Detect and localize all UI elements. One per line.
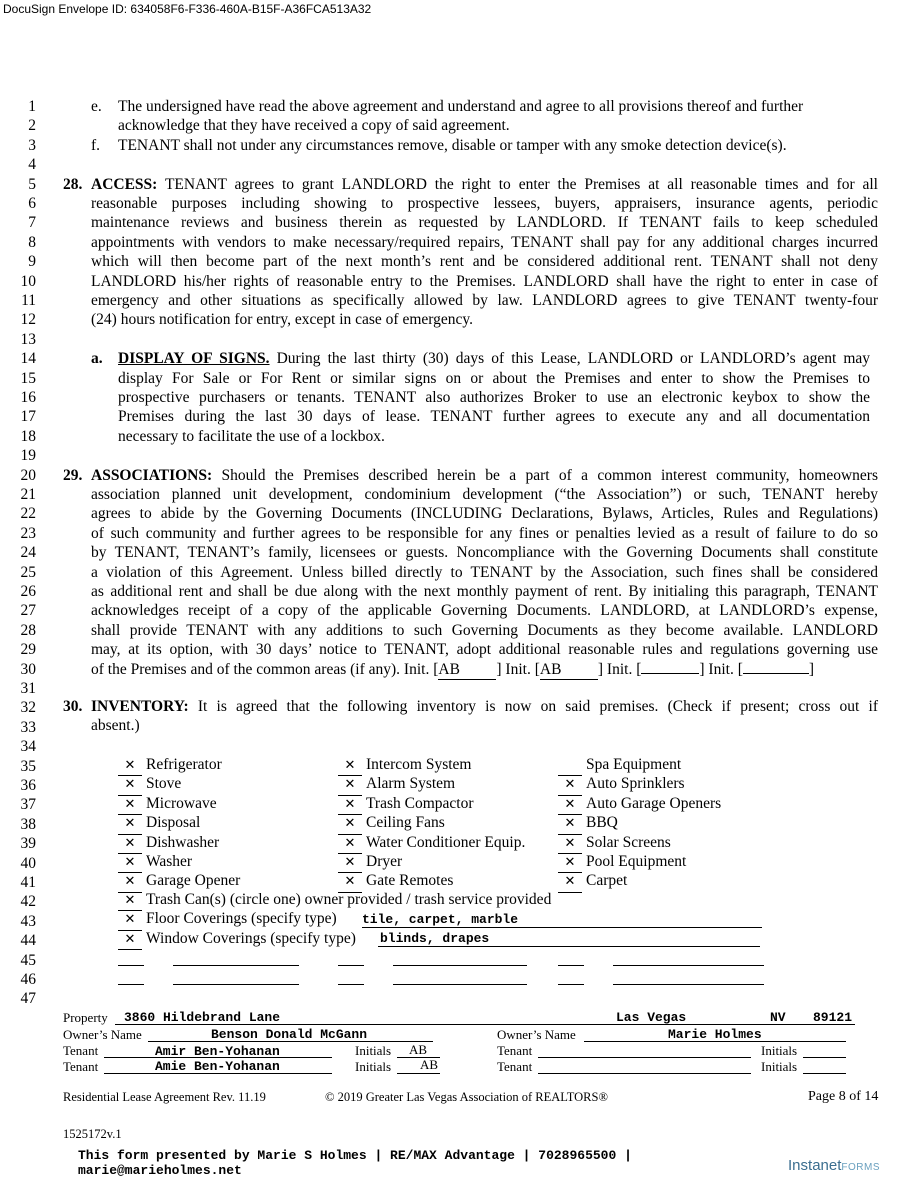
sec28-heading: ACCESS: — [91, 175, 158, 193]
sec28a-line: Premises during the last 30 days of lease. TENANT further agrees to execute any and all documentation — [118, 408, 870, 426]
inventory-label: Disposal — [146, 814, 201, 832]
tenant-label-1: Tenant — [63, 1043, 99, 1058]
item-f-letter: f. — [91, 136, 101, 154]
blank-item[interactable] — [393, 984, 527, 985]
line-number: 4 — [28, 156, 36, 174]
line-number: 17 — [20, 408, 36, 426]
sec29-line: Should the Premises described herein be a part of a common interest community, homeowners — [221, 466, 879, 484]
initials-label-3: Initials — [761, 1043, 798, 1058]
line-number: 3 — [28, 136, 36, 154]
inventory-label: Intercom System — [366, 756, 472, 773]
checkbox[interactable]: ✕ — [558, 775, 582, 795]
blank-check[interactable] — [558, 984, 584, 985]
inventory-item — [118, 852, 192, 873]
blank-item[interactable] — [613, 984, 764, 985]
window-value[interactable]: blinds, drapes — [380, 931, 490, 946]
line-number: 7 — [28, 214, 36, 232]
line-number: 47 — [20, 990, 36, 1008]
inventory-item — [558, 755, 681, 776]
sec29-line: may, at its option, with 30 days’ notice to TENANT, adopt additional reasonable rules and regulations governing use — [91, 641, 878, 659]
inventory-item — [118, 794, 217, 815]
inventory-item — [558, 833, 671, 854]
sec28-line: reasonable purposes including showing to prospective lessees, buyers, appraisers, insurance agents, periodic — [91, 195, 878, 212]
sec28a-line: necessary to facilitate the use of a lockbox. — [118, 427, 385, 445]
presented-by-line1: This form presented by Marie S Holmes | RE/MAX Advantage | 7028965500 | — [78, 1148, 632, 1163]
sec29-line: by TENANT, TENANT’s family, licensees or guests. Noncompliance with the Governing Documents shall constitute — [91, 544, 878, 562]
sec30-number: 30. — [63, 698, 83, 715]
inventory-item — [558, 871, 627, 892]
line-number: 35 — [20, 757, 36, 775]
initials-label-4: Initials — [761, 1059, 798, 1074]
line-number: 37 — [20, 796, 36, 814]
blank-item[interactable] — [613, 965, 764, 966]
line-number: 32 — [20, 699, 36, 717]
sec29-paragraph — [91, 466, 878, 680]
inventory-label: Auto Garage Openers — [586, 794, 722, 812]
initials-label-1: Initials — [355, 1043, 392, 1058]
line-number: 5 — [28, 175, 36, 193]
line-number: 10 — [20, 272, 36, 290]
sec29-heading: ASSOCIATIONS: — [91, 466, 213, 484]
sec28-line: LANDLORD his/her rights of reasonable entry to the Premises. LANDLORD shall have the right to enter in case of — [91, 272, 878, 290]
line-number: 30 — [20, 660, 36, 678]
line-number: 38 — [20, 815, 36, 833]
checkbox[interactable]: ✕ — [338, 834, 362, 854]
line-number: 25 — [20, 563, 36, 581]
page-number: Page 8 of 14 — [808, 1089, 879, 1104]
inventory-label: Solar Screens — [586, 833, 671, 851]
checkbox[interactable]: ✕ — [118, 930, 142, 950]
inventory-label: Dryer — [366, 853, 403, 870]
inventory-item — [118, 755, 222, 776]
line-number: 27 — [20, 602, 36, 620]
line-number: 45 — [20, 951, 36, 969]
inv-window: ✕ Window Coverings (specify type) — [118, 929, 356, 950]
sec28-paragraph — [91, 175, 878, 330]
line-number: 8 — [28, 233, 36, 251]
inv-floor: ✕ Floor Coverings (specify type) — [118, 909, 337, 930]
inventory-label: Refrigerator — [146, 756, 222, 773]
inventory-label: Carpet — [586, 872, 628, 890]
checkbox[interactable]: ✕ — [338, 872, 362, 892]
checkbox[interactable]: ✕ — [338, 775, 362, 795]
sec30-paragraph: INVENTORY: It is agreed that the following inventory is now on said premises. (Check if present; cross out if absent.) — [91, 698, 879, 735]
inventory-label: BBQ — [586, 814, 618, 832]
inventory-item — [558, 852, 686, 873]
floor-underline — [362, 927, 762, 928]
line-number: 1 — [28, 98, 36, 115]
line-number: 12 — [20, 311, 36, 329]
property-address[interactable]: 3860 Hildebrand Lane — [124, 1010, 281, 1025]
inventory-item — [558, 794, 721, 815]
line-number: 22 — [20, 505, 36, 523]
checkbox[interactable]: ✕ — [558, 834, 582, 854]
blank-item[interactable] — [173, 984, 299, 985]
line-number: 11 — [21, 292, 36, 309]
owner-label-1: Owner’s Name — [63, 1027, 142, 1042]
blank-item[interactable] — [173, 965, 299, 966]
sec28a-letter: a. — [91, 350, 103, 368]
line-number: 41 — [20, 874, 36, 891]
line-number: 46 — [20, 971, 36, 988]
line-number: 19 — [20, 447, 36, 465]
property-label: Property — [63, 1010, 108, 1025]
sec29-number: 29. — [63, 466, 83, 484]
line-number: 13 — [20, 330, 36, 348]
inventory-label: Spa Equipment — [586, 756, 682, 773]
inventory-label: Stove — [146, 775, 182, 793]
checkbox[interactable]: ✕ — [118, 891, 142, 911]
property-city[interactable]: Las Vegas — [616, 1010, 687, 1025]
line-number: 2 — [28, 117, 36, 135]
checkbox[interactable]: ✕ — [558, 795, 582, 815]
checkbox[interactable]: ✕ — [338, 853, 362, 873]
tenant3-underline — [538, 1057, 751, 1058]
sec28-line: (24) hours notification for entry, except in case of emergency. — [91, 311, 474, 329]
inventory-label: Ceiling Fans — [366, 814, 445, 832]
inventory-item — [118, 813, 200, 834]
inventory-item — [338, 774, 455, 795]
line-number: 33 — [20, 718, 36, 736]
init-field-4[interactable] — [743, 673, 809, 674]
initials3-underline — [803, 1057, 846, 1058]
inventory-item — [338, 813, 445, 834]
sec28-line: emergency and other situations as specifically allowed by law. LANDLORD agrees to give TENANT twenty-four — [91, 292, 878, 310]
line-number: 24 — [20, 544, 36, 562]
blank-check[interactable] — [118, 965, 144, 966]
inventory-label: Auto Sprinklers — [586, 775, 685, 793]
sec28-line: which will then become part of the next month’s rent and be considered additional rent. TENANT shall not deny — [91, 253, 878, 271]
item-e-line2: acknowledge that they have received a copy of said agreement. — [118, 117, 510, 135]
blank-check[interactable] — [558, 965, 584, 966]
inv-trash: ✕ Trash Can(s) (circle one) owner provided / trash service provided — [118, 890, 551, 911]
checkbox[interactable]: ✕ — [338, 795, 362, 815]
checkbox[interactable] — [558, 756, 582, 776]
line-number: 29 — [20, 641, 36, 659]
item-e-letter: e. — [91, 98, 102, 115]
initials2-underline — [397, 1073, 440, 1074]
tenant-initials-1[interactable]: AB — [409, 1042, 428, 1057]
line-number: 15 — [20, 369, 36, 387]
copyright: © 2019 Greater Las Vegas Association of REALTORS® — [325, 1090, 608, 1104]
blank-check[interactable] — [118, 984, 144, 985]
tenant4-underline — [538, 1073, 751, 1074]
line-number: 40 — [20, 854, 36, 872]
inventory-label: Alarm System — [366, 775, 456, 793]
line-number: 36 — [20, 777, 36, 794]
checkbox[interactable]: ✕ — [118, 795, 142, 815]
property-state[interactable]: NV — [770, 1010, 786, 1025]
line-number: 14 — [20, 350, 36, 368]
sec28-line: appointments with vendors to make necessary/required repairs, TENANT shall pay for any additional charges incurred — [91, 233, 878, 251]
form-name: Residential Lease Agreement Rev. 11.19 — [63, 1090, 266, 1104]
line-number: 21 — [20, 486, 36, 503]
line-number: 26 — [20, 583, 36, 600]
initials4-underline — [803, 1073, 846, 1074]
sec29-line: agrees to abide by the Governing Documents (INCLUDING Declarations, Bylaws, Articles, Rules and Regulations) — [91, 505, 878, 523]
checkbox[interactable]: ✕ — [558, 814, 582, 834]
property-zip[interactable]: 89121 — [813, 1010, 853, 1025]
checkbox[interactable]: ✕ — [118, 872, 142, 892]
owner-name-1[interactable]: Benson Donald McGann — [211, 1027, 368, 1042]
inventory-item — [338, 794, 474, 815]
sec28a-line: During the last thirty (30) days of this Lease, LANDLORD or LANDLORD’s agent may — [276, 350, 871, 368]
blank-item[interactable] — [393, 965, 527, 966]
initials-label-2: Initials — [355, 1059, 392, 1074]
sec28a-line: prospective purchasers or tenants. TENANT also authorizes Broker to use an electronic keybox to show the — [118, 389, 870, 406]
inventory-item — [118, 774, 181, 795]
line-number: 39 — [20, 835, 36, 853]
line-number: 9 — [28, 253, 36, 271]
line-number: 31 — [20, 680, 36, 697]
inventory-item — [118, 833, 219, 854]
checkbox[interactable]: ✕ — [338, 814, 362, 834]
checkbox[interactable]: ✕ — [118, 756, 142, 776]
sec30-heading: INVENTORY: — [91, 698, 189, 715]
sec28a-line: display For Sale or For Rent or similar signs on or about the Premises and enter to show the Premises to — [118, 369, 870, 387]
sec28-line: TENANT agrees to grant LANDLORD the right to enter the Premises at all reasonable times and for all — [164, 175, 878, 193]
inventory-item — [558, 774, 685, 795]
sec28-number: 28. — [63, 175, 83, 193]
sec28-line: maintenance reviews and business therein as requested by LANDLORD. If TENANT fails to keep scheduled — [91, 214, 878, 232]
tenant-initials-2[interactable]: AB — [420, 1057, 439, 1072]
presented-by-line2[interactable]: marie@marieholmes.net — [78, 1163, 242, 1178]
line-number: 43 — [20, 912, 36, 930]
tenant-label-3: Tenant — [497, 1043, 533, 1058]
checkbox[interactable]: ✕ — [118, 853, 142, 873]
inventory-item — [338, 833, 525, 854]
tenant-label-4: Tenant — [497, 1059, 533, 1074]
checkbox[interactable]: ✕ — [118, 775, 142, 795]
line-number: 42 — [20, 893, 36, 911]
docusign-envelope-id: DocuSign Envelope ID: 634058F6-F336-460A-B15F-A36FCA513A32 — [3, 2, 372, 16]
sec29-line: of such community and further agrees to be responsible for any fines or penalties levied as a result of failure to do so — [91, 524, 878, 542]
line-number: 20 — [20, 466, 36, 484]
checkbox[interactable]: ✕ — [558, 853, 582, 873]
line-number: 18 — [20, 427, 36, 445]
tenant-name-2[interactable]: Amie Ben-Yohanan — [155, 1059, 280, 1074]
owner-name-2[interactable]: Marie Holmes — [668, 1027, 762, 1042]
sec29-line: a violation of this Agreement. Unless billed directly to TENANT by the Association, such fines shall be considered — [91, 563, 878, 581]
item-e-line1: The undersigned have read the above agreement and understand and agree to all provisions thereof and further — [118, 98, 804, 115]
line-number: 16 — [20, 389, 36, 406]
init-field-1[interactable]: AB — [438, 660, 496, 680]
line-number: 28 — [20, 621, 36, 639]
floor-value[interactable]: tile, carpet, marble — [362, 912, 519, 927]
inventory-item — [338, 852, 402, 873]
doc-id: 1525172v.1 — [63, 1127, 122, 1141]
inventory-label: Microwave — [146, 794, 217, 812]
sec29-line: as additional rent and shall be due along with the next monthly payment of rent. By initialing this paragraph, TENANT — [91, 583, 878, 601]
inventory-item — [338, 755, 471, 776]
blank-check[interactable] — [338, 984, 364, 985]
sec28a-heading: DISPLAY OF SIGNS. — [118, 350, 270, 368]
inventory-label: Water Conditioner Equip. — [366, 833, 526, 851]
owner-label-2: Owner’s Name — [497, 1027, 576, 1042]
sec29-line: acknowledges receipt of a copy of the applicable Governing Documents. LANDLORD, at LANDLORD’s expense, — [91, 602, 878, 620]
checkbox[interactable]: ✕ — [338, 756, 362, 776]
checkbox[interactable]: ✕ — [558, 872, 582, 892]
inventory-label: Garage Opener — [146, 872, 241, 890]
sec29-line: shall provide TENANT with any additions to such Governing Documents as they become available. LANDLORD — [91, 621, 878, 639]
init-field-3[interactable] — [641, 673, 699, 674]
sec29-line: association planned unit development, condominium development (“the Association”) or such, TENANT hereby — [91, 486, 878, 503]
sec29-init-line: of the Premises and of the common areas (if any). Init. [AB ] Init. [AB ] Init. [ ] Init. [ ] — [91, 660, 878, 680]
checkbox[interactable]: ✕ — [118, 834, 142, 854]
line-number: 6 — [28, 195, 36, 212]
checkbox[interactable]: ✕ — [118, 814, 142, 834]
tenant-name-1[interactable]: Amir Ben-Yohanan — [155, 1044, 280, 1059]
inventory-label: Gate Remotes — [366, 872, 454, 890]
line-number: 44 — [20, 932, 36, 950]
inventory-label: Pool Equipment — [586, 853, 687, 870]
line-number: 34 — [20, 738, 36, 756]
window-underline — [378, 946, 760, 947]
item-f-text: TENANT shall not under any circumstances remove, disable or tamper with any smoke detection device(s). — [118, 136, 787, 154]
sec28a-paragraph — [118, 349, 870, 446]
line-number: 23 — [20, 524, 36, 542]
checkbox[interactable]: ✕ — [118, 910, 142, 930]
blank-check[interactable] — [338, 965, 364, 966]
inventory-label: Washer — [146, 853, 193, 870]
inventory-label: Dishwasher — [146, 833, 220, 851]
inventory-item — [558, 813, 618, 834]
instanetforms-logo: InstanetFORMS — [788, 1157, 880, 1174]
init-field-2[interactable]: AB — [540, 660, 598, 680]
tenant-label-2: Tenant — [63, 1059, 99, 1074]
inventory-label: Trash Compactor — [366, 794, 474, 812]
